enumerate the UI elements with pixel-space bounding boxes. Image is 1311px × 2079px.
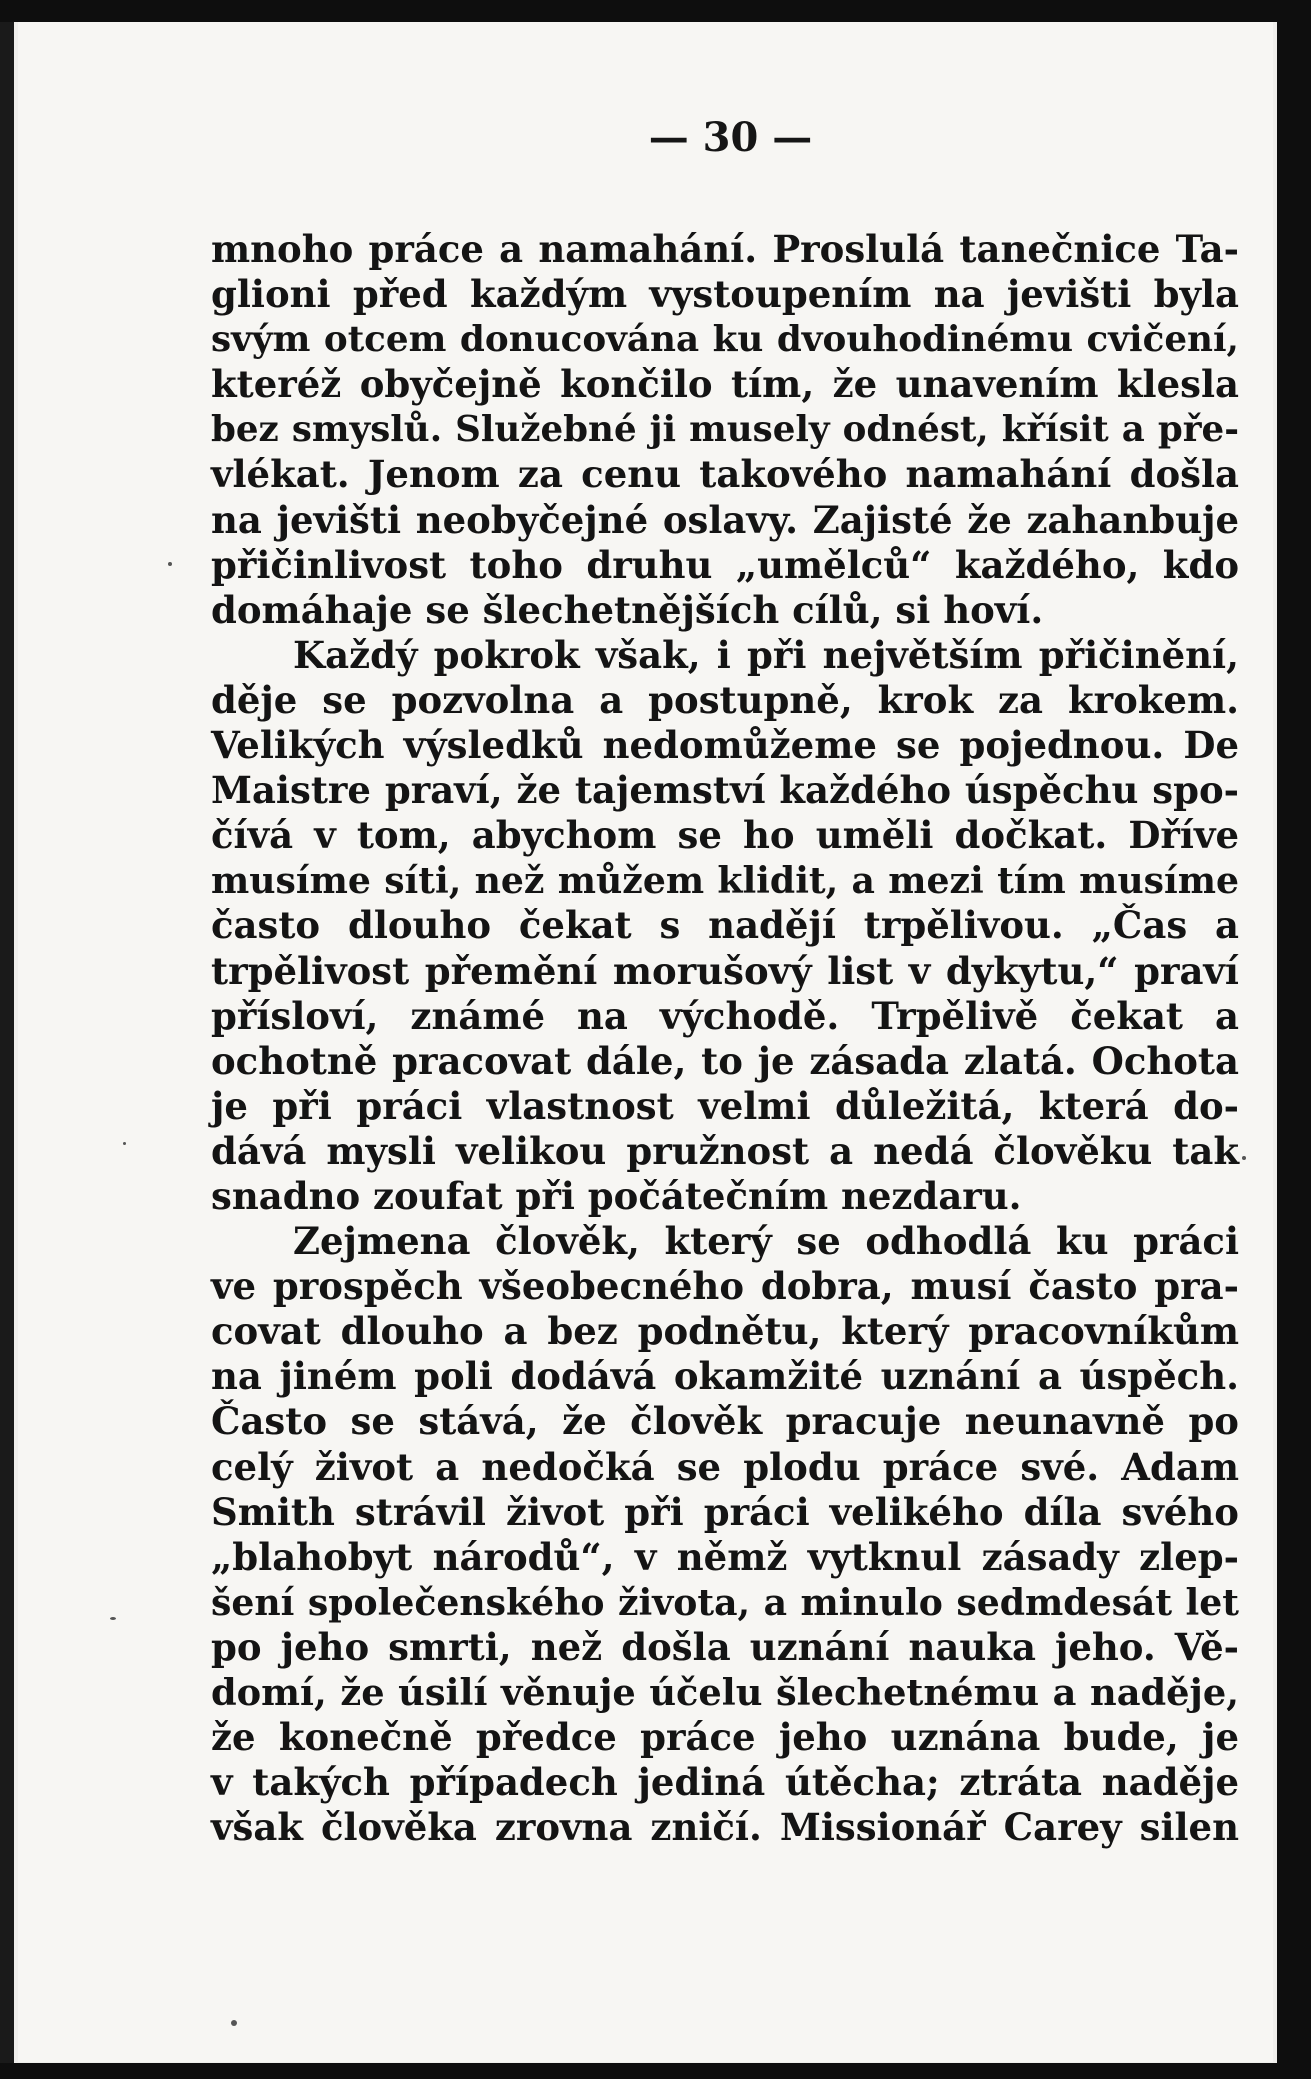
text-line: svým otcem donucována ku dvouhodinému cvičení, <box>211 318 1239 361</box>
speck <box>1242 1156 1246 1160</box>
text-line: že konečně předce práce jeho uznána bude, je <box>211 1715 1239 1760</box>
text-line: v takých případech jediná útěcha; ztráta naděje <box>211 1760 1239 1805</box>
text-line: Velikých výsledků nedomůžeme se pojednou. De <box>211 723 1239 768</box>
text-line: však člověka zrovna zničí. Missionář Carey silen <box>211 1805 1239 1850</box>
scan-edge-top <box>0 0 1311 22</box>
text-line: covat dlouho a bez podnětu, který pracovníkům <box>211 1309 1239 1354</box>
scan-edge-bottom <box>0 2063 1311 2079</box>
text-line: celý život a nedočká se plodu práce své. Adam <box>211 1444 1239 1489</box>
text-line: Smith strávil život při práci velikého díla svého <box>211 1489 1239 1534</box>
text-line: často dlouho čekat s nadějí trpělivou. „Čas a <box>211 903 1239 948</box>
text-line: ochotně pracovat dále, to je zásada zlatá. Ochota <box>211 1038 1239 1083</box>
text-line: přísloví, známé na východě. Trpělivě čekat a <box>211 993 1239 1038</box>
text-line: „blahobyt národů“, v němž vytknul zásady zlep- <box>211 1534 1239 1579</box>
text-line: je při práci vlastnost velmi důležitá, která do- <box>211 1083 1239 1128</box>
book-page <box>18 22 1273 2062</box>
text-line: bez smyslů. Služebné ji musely odnést, křísit a pře- <box>211 409 1239 451</box>
scan-edge-left <box>0 0 14 2079</box>
speck <box>168 562 172 566</box>
text-line: ve prospěch všeobecného dobra, musí často pra- <box>211 1264 1239 1309</box>
speck <box>123 1142 126 1145</box>
text-line: dává mysli velikou pružnost a nedá člověku tak <box>211 1128 1239 1173</box>
speck <box>110 1617 116 1620</box>
text-line: po jeho smrti, než došla uznání nauka jeho. Vě- <box>211 1624 1239 1669</box>
text-line: trpělivost přemění morušový list v dykytu,“ praví <box>211 948 1239 993</box>
body-text <box>211 227 1239 1850</box>
text-line: kteréž obyčejně končilo tím, že unavením klesla <box>211 362 1239 407</box>
scan-edge-right <box>1277 0 1311 2079</box>
text-line: mnoho práce a namahání. Proslulá tanečnice Ta- <box>211 227 1239 271</box>
speck <box>231 2020 237 2026</box>
text-line: domáhaje se šlechetnějších cílů, si hoví. <box>211 587 1044 632</box>
text-line: Maistre praví, že tajemství každého úspěchu spo- <box>211 768 1239 813</box>
text-line: Často se stává, že člověk pracuje neunavně po <box>211 1399 1239 1444</box>
text-line: šení společenského života, a minulo sedmdesát let <box>211 1580 1239 1624</box>
text-line: vlékat. Jenom za cenu takového namahání došla <box>211 452 1239 497</box>
text-line: glioni před každým vystoupením na jevišti byla <box>211 272 1239 317</box>
text-line: čívá v tom, abychom se ho uměli dočkat. Dříve <box>211 813 1239 858</box>
text-line: na jevišti neobyčejné oslavy. Zajisté že zahanbuje <box>211 497 1239 542</box>
text-line: domí, že úsilí věnuje účelu šlechetnému a naděje, <box>211 1671 1239 1714</box>
text-line: přičinlivost toho druhu „umělců“ každého, kdo <box>211 542 1239 587</box>
text-line: Zejmena člověk, který se odhodlá ku práci <box>293 1219 1239 1264</box>
text-line: musíme síti, než můžem klidit, a mezi tím musíme <box>211 859 1239 903</box>
text-line: na jiném poli dodává okamžité uznání a úspěch. <box>211 1354 1239 1399</box>
page-number: — 30 — <box>648 114 813 161</box>
text-line: snadno zoufat při počátečním nezdaru. <box>211 1173 1022 1218</box>
text-line: Každý pokrok však, i při největším přičinění, <box>293 632 1239 677</box>
text-line: děje se pozvolna a postupně, krok za krokem. <box>211 677 1239 722</box>
